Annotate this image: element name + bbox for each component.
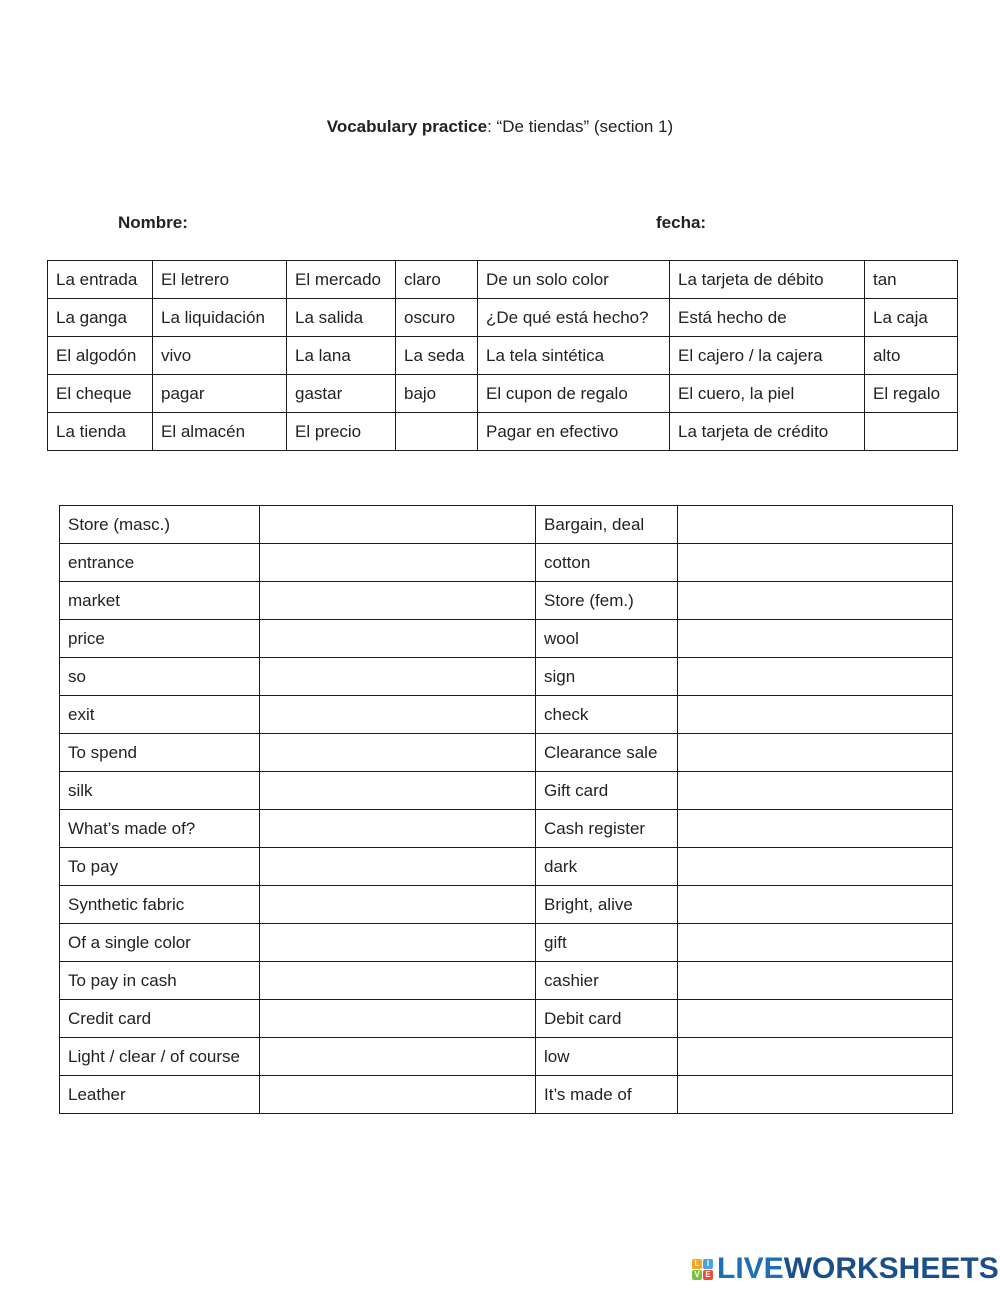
english-term-left: Credit card: [60, 1000, 260, 1038]
vocab-cell: El cheque: [48, 375, 153, 413]
answer-cell-left[interactable]: [260, 810, 536, 848]
logo-suffix: WORKSHEETS: [783, 1252, 999, 1285]
translation-row: [60, 962, 953, 1000]
vocab-cell: Pagar en efectivo: [478, 413, 670, 451]
answer-cell-right[interactable]: [678, 620, 953, 658]
english-term-left: Of a single color: [60, 924, 260, 962]
english-term-right: Bright, alive: [536, 886, 678, 924]
answer-cell-left[interactable]: [260, 1076, 536, 1114]
answer-cell-right[interactable]: [678, 810, 953, 848]
answer-cell-right[interactable]: [678, 1076, 953, 1114]
translation-row: [60, 772, 953, 810]
answer-cell-right[interactable]: [678, 544, 953, 582]
vocab-cell: El almacén: [153, 413, 287, 451]
answer-cell-left[interactable]: [260, 1038, 536, 1076]
english-term-left: To spend: [60, 734, 260, 772]
vocab-cell: pagar: [153, 375, 287, 413]
logo-mark-letter: V: [692, 1270, 702, 1280]
translation-row: [60, 810, 953, 848]
english-term-right: Store (fem.): [536, 582, 678, 620]
vocab-cell: La caja: [865, 299, 958, 337]
translation-row: [60, 1038, 953, 1076]
translation-row: [60, 1076, 953, 1114]
english-term-left: Light / clear / of course: [60, 1038, 260, 1076]
answer-cell-right[interactable]: [678, 848, 953, 886]
answer-cell-left[interactable]: [260, 582, 536, 620]
vocab-cell: El precio: [287, 413, 396, 451]
vocab-cell: vivo: [153, 337, 287, 375]
page-title: [0, 117, 1000, 137]
vocab-cell: La tarjeta de crédito: [670, 413, 865, 451]
english-term-right: dark: [536, 848, 678, 886]
english-term-right: Gift card: [536, 772, 678, 810]
english-term-right: check: [536, 696, 678, 734]
answer-cell-left[interactable]: [260, 544, 536, 582]
vocab-cell: La liquidación: [153, 299, 287, 337]
english-term-right: wool: [536, 620, 678, 658]
english-term-left: Leather: [60, 1076, 260, 1114]
answer-cell-left[interactable]: [260, 658, 536, 696]
logo-mark-letter: E: [703, 1270, 713, 1280]
vocab-cell: La salida: [287, 299, 396, 337]
vocab-cell: El cuero, la piel: [670, 375, 865, 413]
english-term-right: Clearance sale: [536, 734, 678, 772]
liveworksheets-logo: [692, 1252, 999, 1286]
translation-row: [60, 924, 953, 962]
vocab-cell: El cajero / la cajera: [670, 337, 865, 375]
english-term-left: What’s made of?: [60, 810, 260, 848]
vocab-cell: El algodón: [48, 337, 153, 375]
answer-cell-left[interactable]: [260, 924, 536, 962]
answer-cell-right[interactable]: [678, 582, 953, 620]
english-term-left: silk: [60, 772, 260, 810]
vocab-row: [48, 413, 958, 451]
vocab-cell: [396, 413, 478, 451]
english-term-right: Cash register: [536, 810, 678, 848]
english-term-right: cashier: [536, 962, 678, 1000]
translation-row: [60, 696, 953, 734]
answer-cell-left[interactable]: [260, 620, 536, 658]
answer-cell-right[interactable]: [678, 1000, 953, 1038]
vocab-cell: alto: [865, 337, 958, 375]
english-term-left: market: [60, 582, 260, 620]
answer-cell-right[interactable]: [678, 1038, 953, 1076]
vocabulary-bank-table: [47, 260, 958, 451]
answer-cell-right[interactable]: [678, 924, 953, 962]
answer-cell-left[interactable]: [260, 772, 536, 810]
logo-mark-letter: I: [703, 1259, 713, 1269]
vocab-cell: bajo: [396, 375, 478, 413]
title-bold: Vocabulary practice: [326, 117, 488, 136]
vocab-row: [48, 337, 958, 375]
english-term-left: To pay: [60, 848, 260, 886]
answer-cell-right[interactable]: [678, 772, 953, 810]
translation-table: [59, 505, 953, 1114]
vocab-cell: La tela sintética: [478, 337, 670, 375]
vocab-cell: De un solo color: [478, 261, 670, 299]
date-label: fecha:: [656, 213, 707, 232]
answer-cell-right[interactable]: [678, 696, 953, 734]
translation-row: [60, 848, 953, 886]
answer-cell-left[interactable]: [260, 1000, 536, 1038]
answer-cell-left[interactable]: [260, 848, 536, 886]
translation-row: [60, 582, 953, 620]
english-term-right: Bargain, deal: [536, 506, 678, 544]
english-term-right: Debit card: [536, 1000, 678, 1038]
vocab-cell: [865, 413, 958, 451]
vocab-row: [48, 375, 958, 413]
english-term-left: To pay in cash: [60, 962, 260, 1000]
english-term-left: price: [60, 620, 260, 658]
vocab-cell: ¿De qué está hecho?: [478, 299, 670, 337]
translation-row: [60, 734, 953, 772]
logo-prefix: LIVE: [717, 1252, 784, 1285]
english-term-left: entrance: [60, 544, 260, 582]
vocab-cell: El cupon de regalo: [478, 375, 670, 413]
vocab-cell: La tarjeta de débito: [670, 261, 865, 299]
vocab-cell: La lana: [287, 337, 396, 375]
answer-cell-left[interactable]: [260, 506, 536, 544]
english-term-right: It’s made of: [536, 1076, 678, 1114]
english-term-left: so: [60, 658, 260, 696]
vocab-cell: El letrero: [153, 261, 287, 299]
vocab-cell: oscuro: [396, 299, 478, 337]
english-term-right: gift: [536, 924, 678, 962]
vocab-cell: La tienda: [48, 413, 153, 451]
vocab-row: [48, 299, 958, 337]
translation-row: [60, 658, 953, 696]
vocab-row: [48, 261, 958, 299]
translation-row: [60, 1000, 953, 1038]
vocab-cell: El regalo: [865, 375, 958, 413]
english-term-right: cotton: [536, 544, 678, 582]
english-term-left: exit: [60, 696, 260, 734]
vocab-cell: tan: [865, 261, 958, 299]
vocab-cell: El mercado: [287, 261, 396, 299]
logo-wordmark: [717, 1254, 999, 1284]
answer-cell-left[interactable]: [260, 734, 536, 772]
translation-row: [60, 886, 953, 924]
vocab-cell: La seda: [396, 337, 478, 375]
english-term-left: Store (masc.): [60, 506, 260, 544]
answer-cell-left[interactable]: [260, 886, 536, 924]
answer-cell-right[interactable]: [678, 658, 953, 696]
answer-cell-left[interactable]: [260, 696, 536, 734]
title-rest: : “De tiendas” (section 1): [487, 117, 674, 136]
vocab-cell: gastar: [287, 375, 396, 413]
translation-row: [60, 506, 953, 544]
translation-row: [60, 620, 953, 658]
answer-cell-right[interactable]: [678, 962, 953, 1000]
answer-cell-right[interactable]: [678, 506, 953, 544]
translation-row: [60, 544, 953, 582]
english-term-right: low: [536, 1038, 678, 1076]
answer-cell-left[interactable]: [260, 962, 536, 1000]
vocab-cell: La ganga: [48, 299, 153, 337]
logo-mark-letter: L: [692, 1259, 702, 1269]
english-term-left: Synthetic fabric: [60, 886, 260, 924]
vocab-cell: Está hecho de: [670, 299, 865, 337]
name-label: Nombre:: [118, 213, 188, 232]
answer-cell-right[interactable]: [678, 886, 953, 924]
english-term-right: sign: [536, 658, 678, 696]
vocab-cell: claro: [396, 261, 478, 299]
liveworksheets-mark-icon: [692, 1259, 713, 1280]
vocab-cell: La entrada: [48, 261, 153, 299]
answer-cell-right[interactable]: [678, 734, 953, 772]
